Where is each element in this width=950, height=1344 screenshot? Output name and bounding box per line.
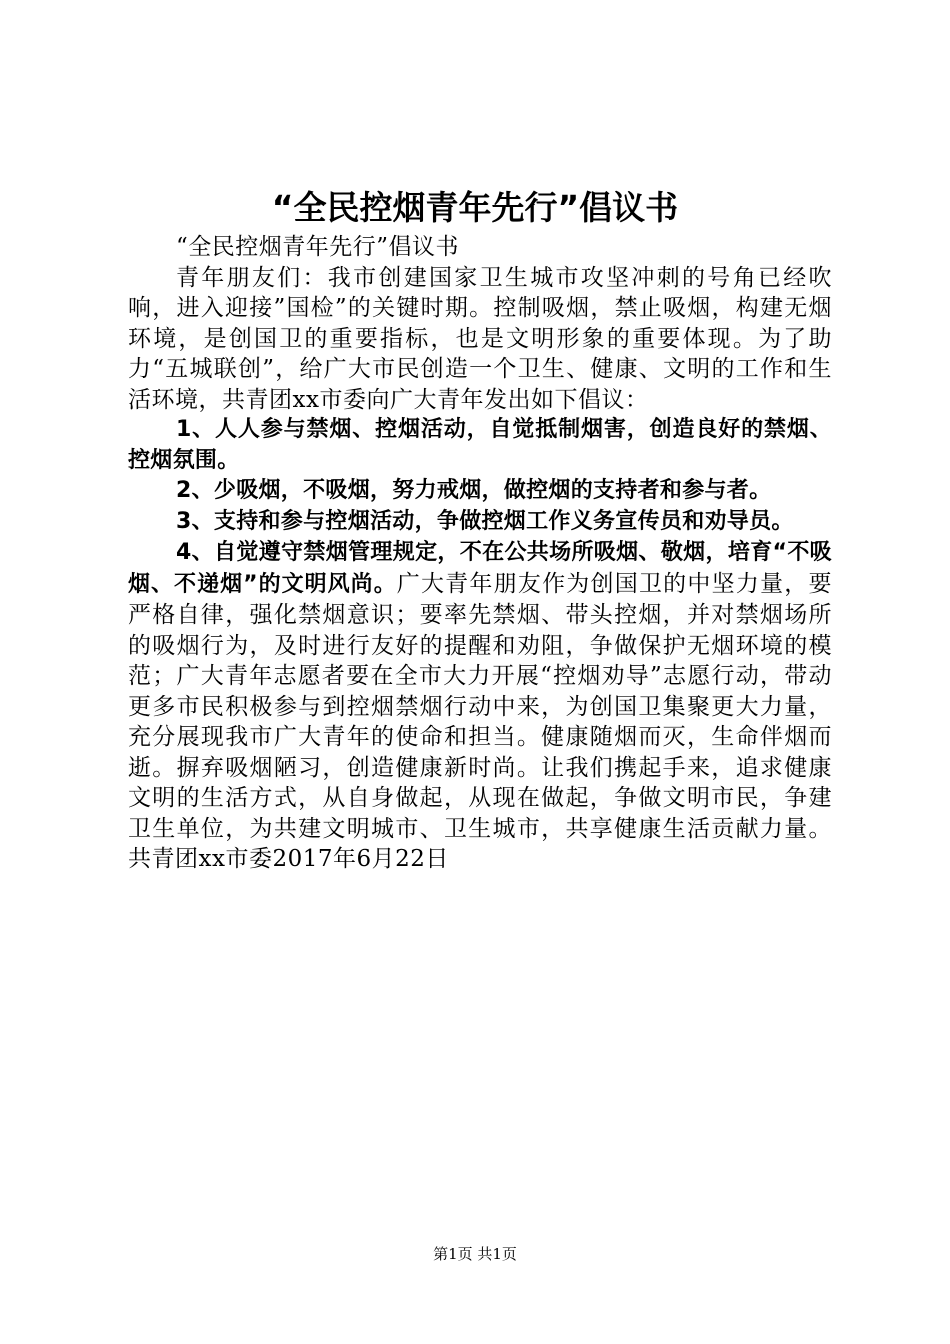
proposal-item-1: 1、人人参与禁烟、控烟活动，自觉抵制烟害，创造良好的禁烟、控烟氛围。 [128, 417, 832, 473]
intro-paragraph: 青年朋友们：我市创建国家卫生城市攻坚冲刺的号角已经吹响，进入迎接”国检”的关键时期。控制吸烟，禁止吸烟，构建无烟环境，是创国卫的重要指标，也是文明形象的重要体现。为了助力“五城联创”，给广大市民创造一个卫生、健康、文明的工作和生活环境，共青团xx市委向广大青年发出如下倡议： [128, 264, 832, 413]
proposal-item-2: 2、少吸烟，不吸烟，努力戒烟，做控烟的支持者和参与者。 [176, 478, 772, 503]
proposal-item-4 [128, 537, 832, 875]
subtitle-paragraph: “全民控烟青年先行”倡议书 [176, 234, 460, 260]
proposal-item-4-bold: 4、自觉遵守禁烟管理规定，不在公共场所吸烟、敬烟，培育“不吸烟、不递烟”的文明风尚。 [128, 540, 832, 597]
document-title: “全民控烟青年先行”倡议书 [271, 188, 679, 227]
closing-text: 广大青年朋友作为创国卫的中坚力量，要严格自律，强化禁烟意识；要率先禁烟、带头控烟，并对禁烟场所的吸烟行为，及时进行友好的提醒和劝阻，争做保护无烟环境的模范；广大青年志愿者要在全市大力开展“控烟劝导”志愿行动，带动更多市民积极参与到控烟禁烟行动中来，为创国卫集聚更大力量，充分展现我市广大青年的使命和担当。健康随烟而灭，生命伴烟而逝。摒弃吸烟陋习，创造健康新时尚。让我们携起手来，追求健康文明的生活方式，从自身做起，从现在做起，争做文明市民，争建卫生单位，为共建文明城市、卫生城市，共享健康生活贡献力量。共青团xx市委2017年6月22日 [128, 570, 833, 872]
proposal-item-3: 3、支持和参与控烟活动，争做控烟工作义务宣传员和劝导员。 [176, 508, 794, 534]
page-number-footer: 第1页 共1页 [433, 1245, 517, 1263]
document-body [128, 232, 832, 875]
